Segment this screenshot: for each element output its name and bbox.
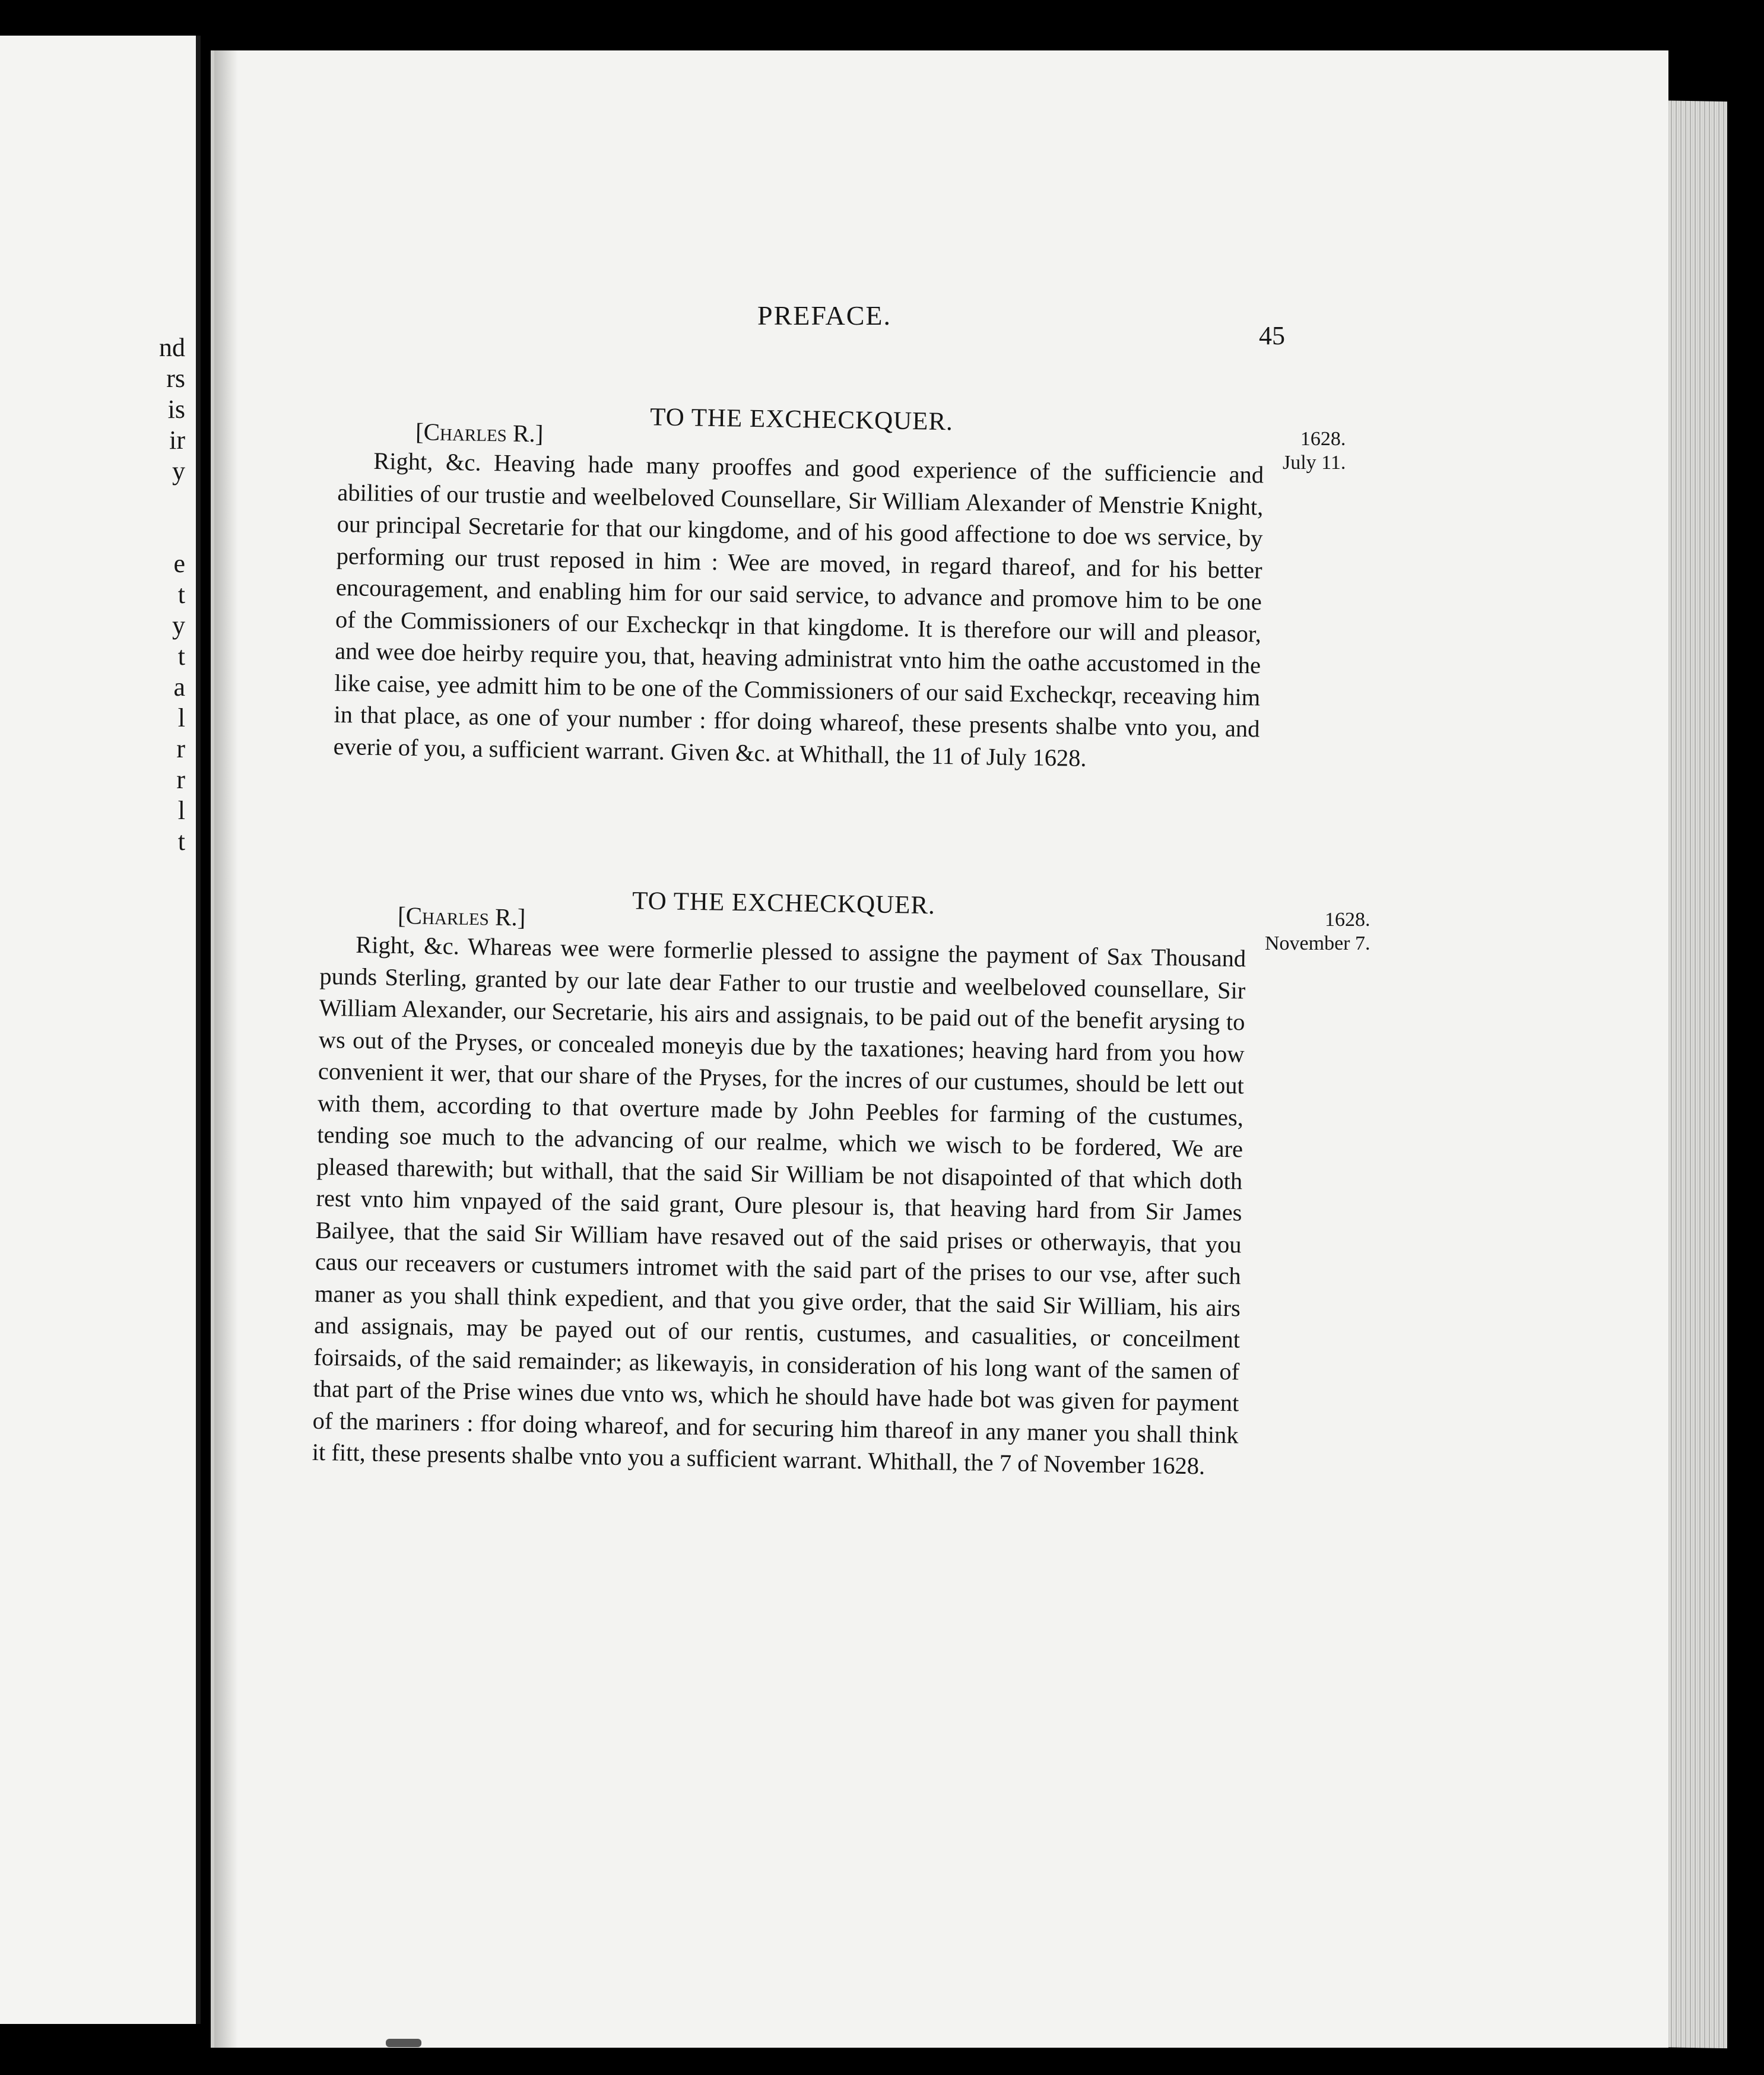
margin-date-day: November 7. — [1265, 932, 1370, 954]
left-fragment: r — [176, 765, 185, 794]
left-fragment: a — [173, 672, 185, 702]
left-fragment — [159, 518, 185, 548]
bracket-close: ] — [535, 420, 544, 448]
running-head: PREFACE. — [757, 300, 892, 331]
margin-date-2 — [1265, 908, 1370, 956]
sender-name: Charles R. — [405, 902, 518, 931]
left-fragment: rs — [166, 364, 185, 393]
bracket-open: [ — [415, 418, 424, 446]
bracket-open: [ — [397, 902, 407, 929]
left-fragment: e — [173, 549, 185, 578]
gutter-shadow — [214, 50, 238, 2048]
section-heading: TO THE EXCHECKQUER. — [649, 403, 954, 436]
left-fragment: r — [176, 734, 185, 763]
left-fragment: l — [177, 796, 185, 825]
left-fragment: t — [177, 827, 185, 856]
margin-date-year: 1628. — [1325, 909, 1370, 931]
left-fragment: nd — [159, 333, 185, 362]
left-fragment: is — [167, 395, 185, 424]
left-fragment — [159, 487, 185, 518]
left-fragment: t — [177, 642, 185, 671]
left-fragment: ir — [169, 426, 185, 455]
left-fragment: y — [172, 456, 185, 486]
letter-section-2 — [312, 881, 1246, 1483]
letter-body: Right, &c. Heaving hade many prooffes and good experience of the sufficiencie and abilities of our trustie and weelbeloved Counsellare, Sir William Alexander of Menstrie Knight, our principal Secretarie for that our kingdome, and of his good affectione to doe ws service, by performing our trust reposed in him : Wee are moved, in regard thareof, and for his better encouragement, and enabling him for our said service, to advance and promove him to be one of the Commissioners of our Excheckqr in that kingdome. It is therefore our will and pleasor, and wee doe heirby require you, that, heaving administrat vnto him the oathe accustomed in the like caise, yee admitt him to be one of the Commissioners of our said Excheckqr, receaving him in that place, as one of your number : ffor doing whareof, these presents shalbe vnto you, and everie of you, a sufficient warrant. Given &c. at Whithall, the 11 of July 1628. — [333, 447, 1264, 772]
margin-date-year: 1628. — [1300, 428, 1346, 450]
margin-date-1 — [1283, 427, 1346, 475]
left-fragment: l — [177, 703, 185, 732]
left-fragment: y — [172, 611, 185, 640]
letter-section-1 — [333, 398, 1264, 776]
page-number: 45 — [1259, 321, 1285, 350]
bracket-close: ] — [517, 903, 526, 931]
letter-body: Right, &c. Whareas wee were formerlie plessed to assigne the payment of Sax Thousand punds Sterling, granted by our late dear Father to our trustie and weelbeloved counsellare, Sir William Alexander, our Secretarie, his airs and assignais, to be paid out of the benefit arysing to ws out of the Pryses, or concealed moneyis due by the taxationes; heaving hard from you how convenient it wer, that our share of the Pryses, for the incres of our custumes, should be lett out with them, according to that overture made by John Peebles for farming of the custumes, tending soe much to the advancing of our realme, which we wisch to be fordered, We are pleased tharewith; but withall, that the said Sir William be not disapointed of that which doth rest vnto him vnpayed of the said grant, Oure plesour is, that heaving hard from Sir James Bailyee, that the said Sir William have resaved out of the said prises or otherwayis, that you caus our receavers or custumers intromet with the said part of the prises to our vse, after such maner as you shall think expedient, and that you give order, that the said Sir William, his airs and assignais, may be payed out of our rentis, custumes, and casualities, or conceilment foirsaids, of the said remainder; as likewayis, in consideration of his long want of the samen of that part of the Prise wines due vnto ws, which he should have hade bot was given for payment of the mariners : ffor doing whareof, and for securing him thareof in any maner you shall think it fitt, these presents shalbe vnto you a sufficient warrant. Whithall, the 7 of November 1628. — [312, 931, 1246, 1480]
left-facing-page — [0, 36, 201, 2024]
section-heading: TO THE EXCHECKQUER. — [632, 887, 936, 920]
left-fragment: t — [177, 580, 185, 609]
scan-smudge — [386, 2039, 421, 2047]
left-page-text-fragments — [159, 332, 185, 857]
sender-name: Charles R. — [423, 418, 536, 448]
main-page — [211, 50, 1668, 2048]
margin-date-day: July 11. — [1283, 452, 1346, 474]
